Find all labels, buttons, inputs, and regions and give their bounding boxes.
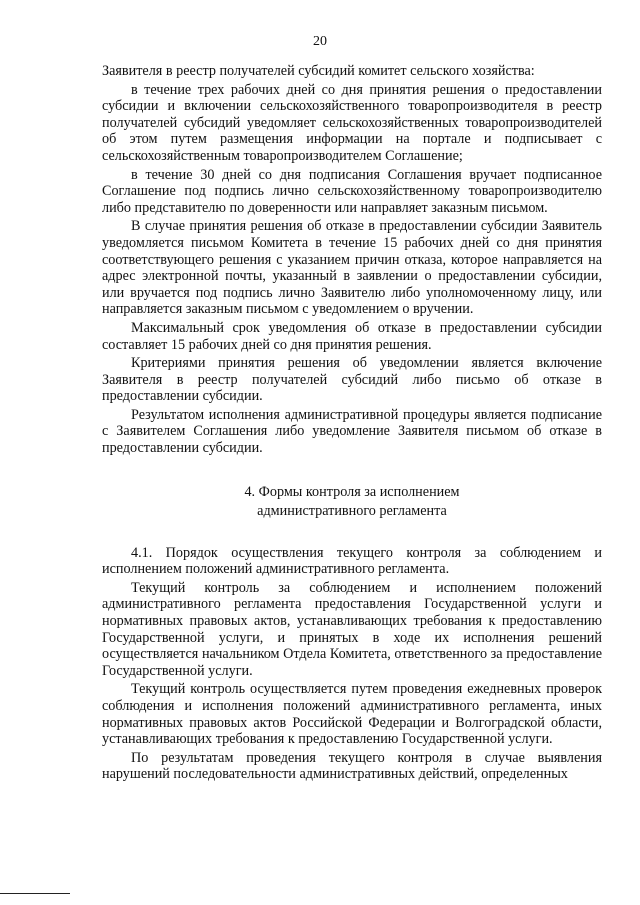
paragraph: В случае принятия решения об отказе в предоставлении субсидии Заявитель уведомляется письмом Комитета в течение 15 рабочих дней со дня принятия соответствующего решения с указанием причин отказа, которое направляется на адрес электронной почты, указанный в заявлении о предоставлении субсидии, или вручается под подпись лично Заявителю либо уполномоченному лицу, или направляется заказным письмом с уведомлением о вручении. — [102, 218, 602, 318]
page-number: 20 — [313, 34, 327, 49]
paragraph: По результатам проведения текущего контроля в случае выявления нарушений последовательности административных действий, определенных — [102, 749, 602, 783]
paragraph: Результатом исполнения административной процедуры является подписание с Заявителем Соглашения либо уведомление Заявителя письмом об отказе в предоставлении субсидии. — [102, 406, 602, 457]
paragraph: в течение трех рабочих дней со дня принятия решения о предоставлении субсидии и включении сельскохозяйственного товаропроизводителя в реестр получателей субсидий уведомляет сельскохозяйственных товаропроизводителей об этом путем размещения информации на портале и подписывает с сельскохозяйственным товаропроизводителем Соглашение; — [102, 81, 602, 164]
document-body — [102, 63, 602, 785]
paragraph: Текущий контроль за соблюдением и исполнением положений административного регламента предоставления Государственной услуги и нормативных правовых актов, устанавливающих требования к предоставлению Государственной услуги, и принятых в ходе их исполнения решений осуществляется начальником Отдела Комитета, ответственного за предоставление Государственной услуги. — [102, 579, 602, 679]
paragraph: Заявителя в реестр получателей субсидий комитет сельского хозяйства: — [102, 63, 535, 79]
paragraph: Максимальный срок уведомления об отказе в предоставлении субсидии составляет 15 рабочих дней со дня принятия решения. — [102, 319, 602, 353]
paragraph: Текущий контроль осуществляется путем проведения ежедневных проверок соблюдения и исполнения положений административного регламента, иных нормативных правовых актов Российской Федерации и Волгоградской области, устанавливающих требования к предоставлению Государственной услуги. — [102, 681, 602, 748]
footer-rule — [0, 893, 70, 894]
section-heading-line: 4. Формы контроля за исполнением — [244, 483, 460, 500]
paragraph: 4.1. Порядок осуществления текущего контроля за соблюдением и исполнением положений административного регламента. — [102, 544, 602, 578]
section-heading-line: административного регламента — [257, 502, 447, 519]
paragraph: в течение 30 дней со дня подписания Соглашения вручает подписанное Соглашение под подпись лично сельскохозяйственному товаропроизводителю либо представителю по доверенности или направляет заказным письмом. — [102, 166, 602, 216]
paragraph: Критериями принятия решения об уведомлении является включение Заявителя в реестр получателей субсидий либо письмо об отказе в предоставлении субсидии. — [102, 355, 602, 405]
section-heading — [102, 483, 602, 521]
